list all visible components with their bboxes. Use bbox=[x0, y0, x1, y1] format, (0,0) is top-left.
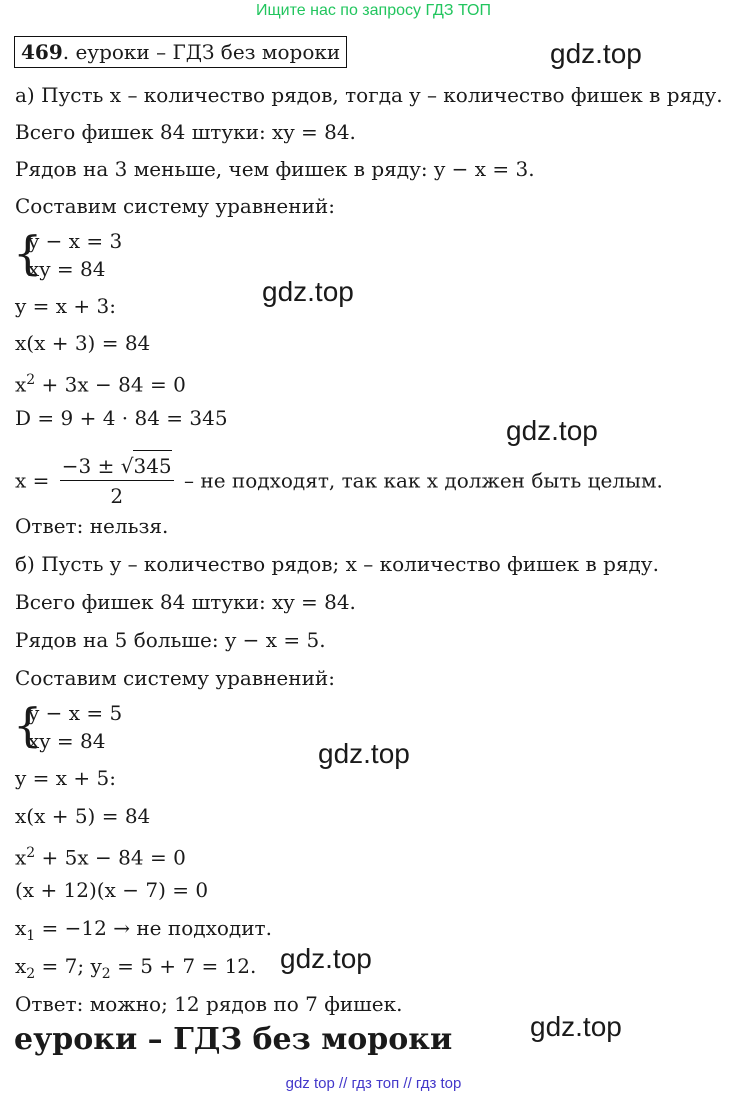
top-banner-link[interactable]: Ищите нас по запросу ГДЗ ТОП bbox=[256, 2, 491, 19]
task-title bbox=[14, 36, 347, 68]
discriminant-line: D = 9 + 4 · 84 = 345 bbox=[15, 406, 228, 430]
footer-brand: еуроки – ГДЗ без мороки bbox=[14, 1022, 453, 1057]
watermark: gdz.top bbox=[530, 1011, 622, 1042]
watermark: gdz.top bbox=[280, 943, 372, 974]
system-equation: y − x = 5 bbox=[28, 701, 123, 725]
watermark: gdz.top bbox=[550, 38, 642, 69]
solution-line: x(x + 3) = 84 bbox=[15, 331, 151, 355]
solution-line: $x^2 + 5x - 84 = 0$ bbox=[15, 845, 186, 870]
system-equation: xy = 84 bbox=[28, 729, 106, 753]
system-equation: xy = 84 bbox=[28, 257, 106, 281]
solution-line: $x^2 + 3x - 84 = 0$ bbox=[15, 372, 186, 397]
answer-line: Ответ: можно; 12 рядов по 7 фишек. bbox=[15, 992, 403, 1016]
solution-line: Рядов на 3 меньше, чем фишек в ряду: y − x = 3. bbox=[15, 157, 535, 181]
solution-line: (x + 12)(x − 7) = 0 bbox=[15, 878, 209, 902]
roots-line: x = $\frac{-3 \pm √345}{2}$ – не подходят, так как x должен быть целым. bbox=[15, 450, 663, 511]
answer-line: Ответ: нельзя. bbox=[15, 514, 169, 538]
watermark: gdz.top bbox=[506, 415, 598, 446]
solution-line: а) Пусть x – количество рядов, тогда y – количество фишек в ряду. bbox=[15, 83, 723, 107]
watermark: gdz.top bbox=[262, 276, 354, 307]
task-number: 469 bbox=[21, 40, 63, 64]
solution-line: $x_1 = -12$ → не подходит. bbox=[15, 916, 272, 944]
footer-links[interactable]: gdz top // гдз топ // гдз top bbox=[285, 1075, 462, 1092]
solution-line: y = x + 5: bbox=[15, 766, 116, 790]
task-title-text: . еуроки – ГДЗ без мороки bbox=[62, 40, 341, 64]
solution-line: б) Пусть y – количество рядов; x – количество фишек в ряду. bbox=[15, 552, 659, 576]
solution-line: y = x + 3: bbox=[15, 294, 116, 318]
solution-line: Всего фишек 84 штуки: xy = 84. bbox=[15, 120, 356, 144]
solution-line: Всего фишек 84 штуки: xy = 84. bbox=[15, 590, 356, 614]
solution-line: x(x + 5) = 84 bbox=[15, 804, 151, 828]
system-equation: y − x = 3 bbox=[28, 229, 123, 253]
system-brace: { bbox=[13, 698, 43, 752]
solution-line: $x_2 = 7$; $y_2 = 5 + 7 = 12$. bbox=[15, 954, 257, 982]
solution-line: Составим систему уравнений: bbox=[15, 194, 335, 218]
watermark: gdz.top bbox=[318, 738, 410, 769]
roots-fraction: $\frac{-3 \pm √345}{2}$ bbox=[60, 450, 174, 511]
solution-line: Рядов на 5 больше: y − x = 5. bbox=[15, 628, 326, 652]
system-brace: { bbox=[13, 226, 43, 280]
solution-line: Составим систему уравнений: bbox=[15, 666, 335, 690]
